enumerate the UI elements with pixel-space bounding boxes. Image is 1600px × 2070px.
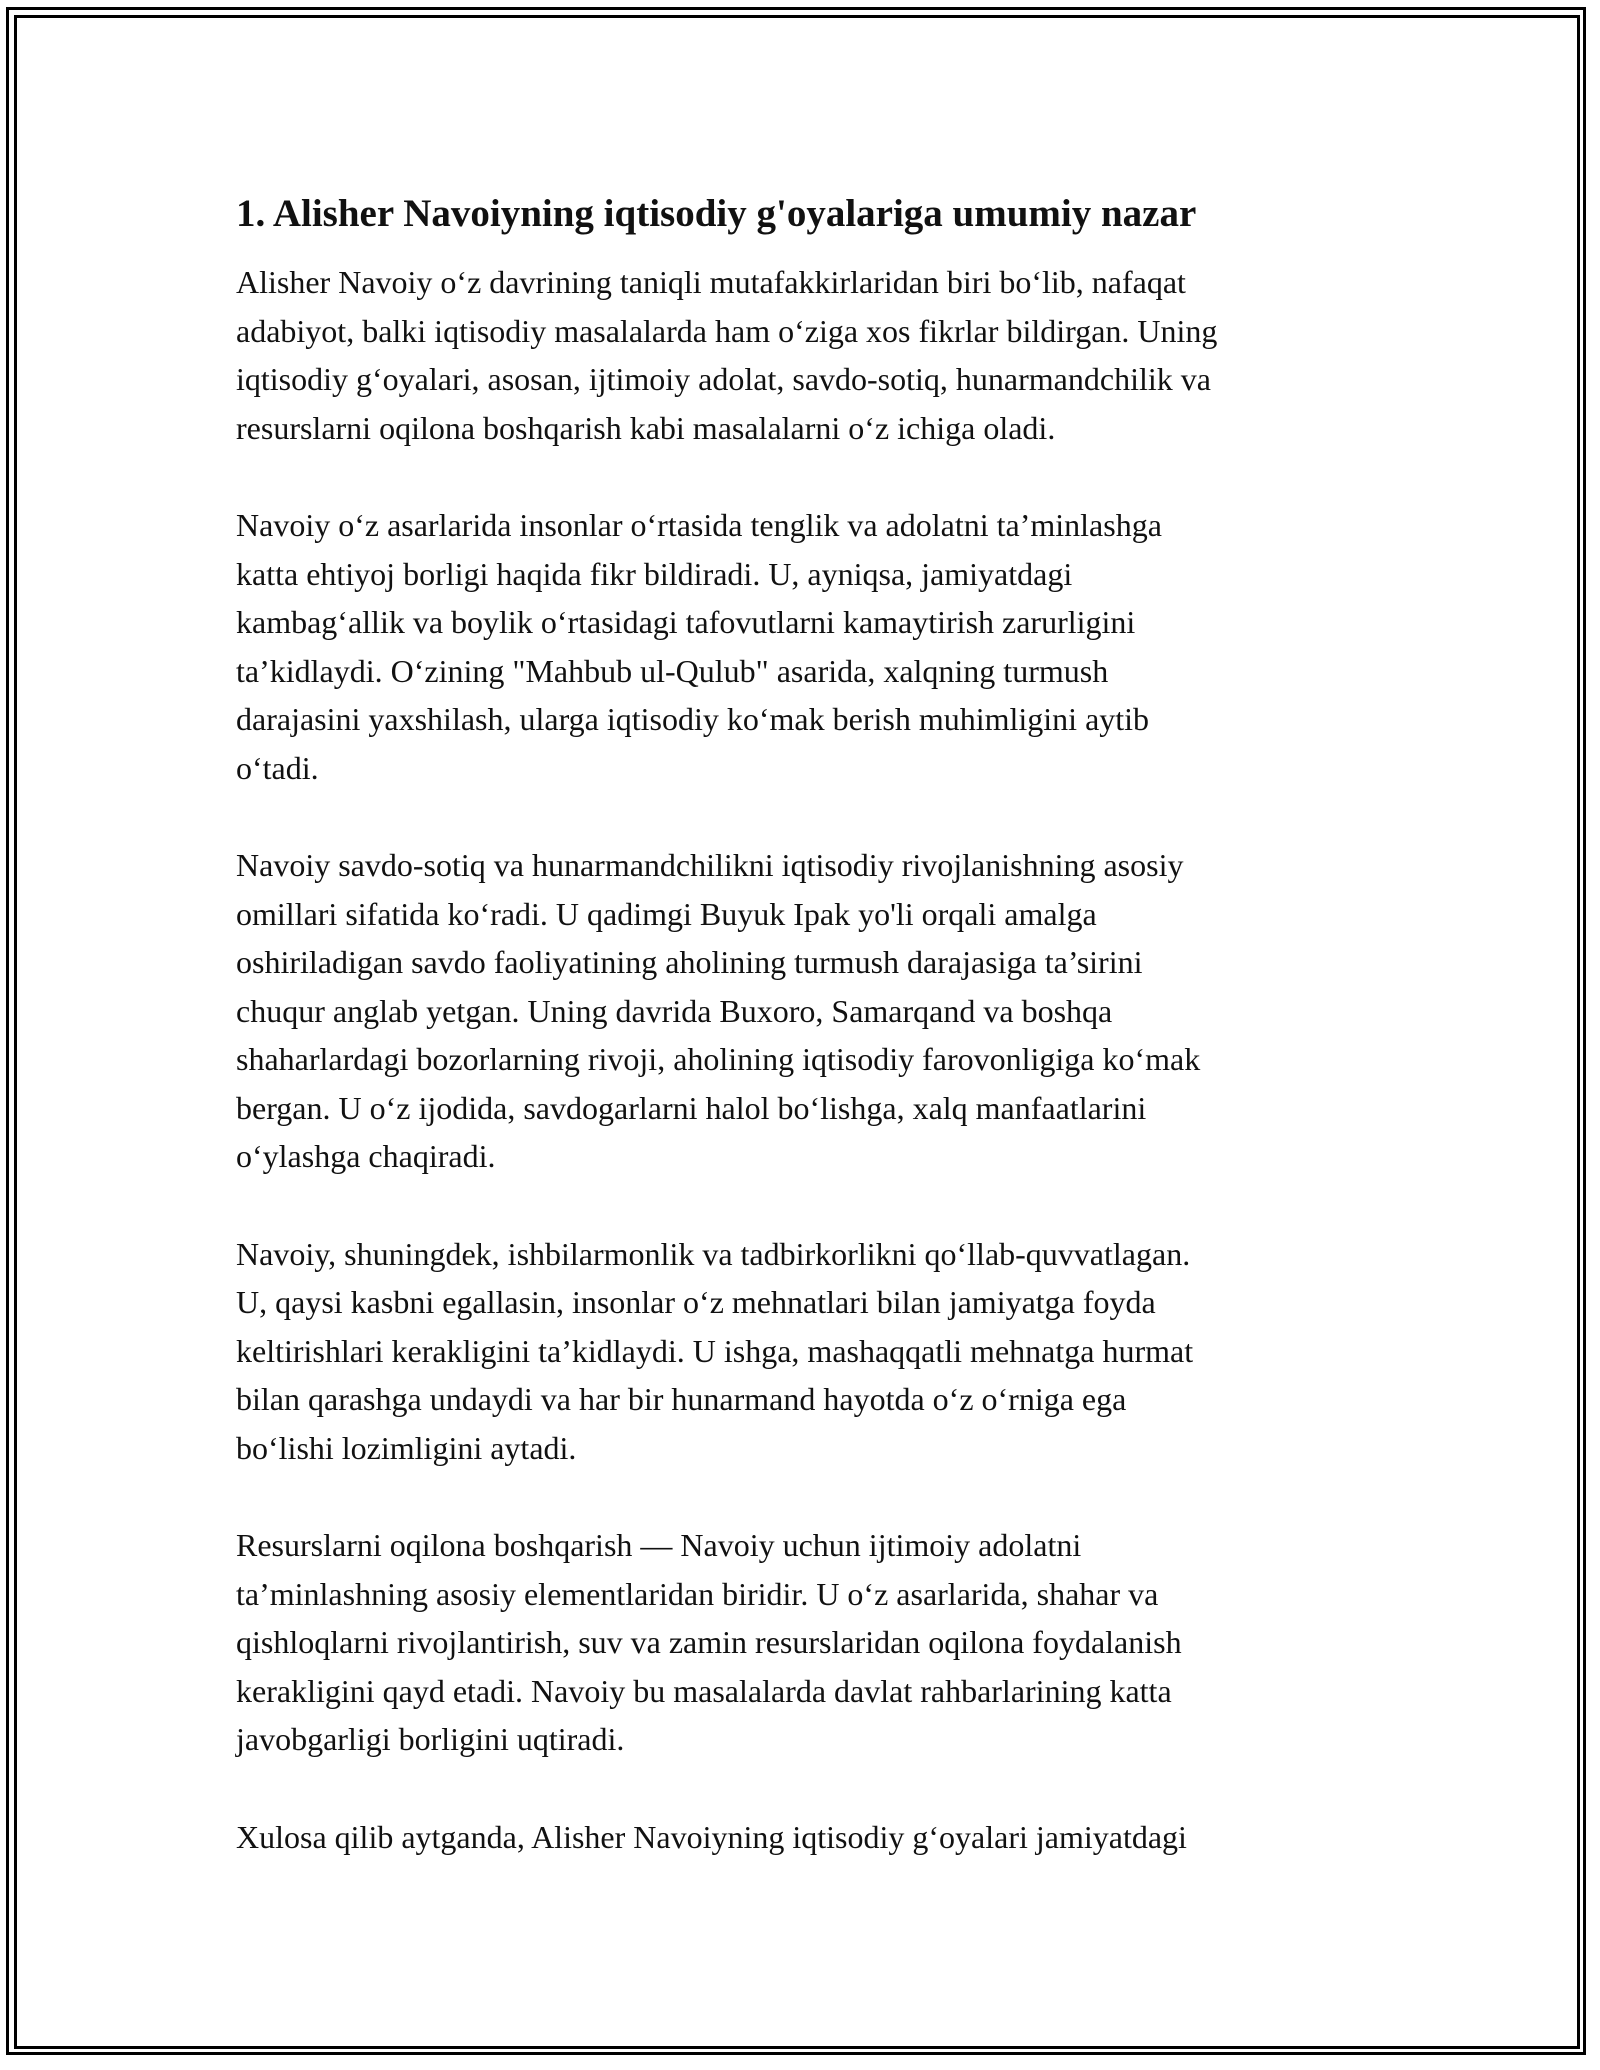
text-line: Xulosa qilib aytganda, Alisher Navoiyning iqtisodiy g‘oyalari jamiyatdagi <box>236 1818 1187 1855</box>
text-line: darajasini yaxshilash, ularga iqtisodiy ko‘mak berish muhimligini aytib <box>236 701 1150 737</box>
text-line: Resurslarni oqilona boshqarish — Navoiy uchun ijtimoiy adolatni <box>236 1527 1082 1563</box>
text-line: U, qaysi kasbni egallasin, insonlar o‘z mehnatlari bilan jamiyatga foyda <box>236 1284 1156 1320</box>
text-line: shaharlardagi bozorlarning rivoji, aholining iqtisodiy farovonligiga ko‘mak <box>236 1041 1201 1077</box>
paragraph-trade <box>236 841 1386 1181</box>
text-line: adabiyot, balki iqtisodiy masalalarda ham o‘ziga xos fikrlar bildirgan. Uning <box>236 312 1218 349</box>
text-line: resurslarni oqilona boshqarish kabi masalalarni o‘z ichiga oladi. <box>236 409 1056 446</box>
text-line: iqtisodiy g‘oyalari, asosan, ijtimoiy adolat, savdo-sotiq, hunarmandchilik va <box>236 361 1211 397</box>
text-line: Alisher Navoiy o‘z davrining taniqli mutafakkirlaridan biri bo‘lib, nafaqat <box>236 264 1186 300</box>
text-line: qishloqlarni rivojlantirish, suv va zamin resurslaridan oqilona foydalanish <box>236 1624 1182 1660</box>
text-line: javobgarligi borligini uqtiradi. <box>236 1721 625 1757</box>
text-line: Navoiy, shuningdek, ishbilarmonlik va tadbirkorlikni qo‘llab-quvvatlagan. <box>236 1235 1191 1272</box>
document-body <box>236 186 1386 1910</box>
text-line: omillari sifatida ko‘radi. U qadimgi Buyuk Ipak yo'li orqali amalga <box>236 895 1097 932</box>
paragraph-intro <box>236 258 1386 452</box>
text-line: Navoiy o‘z asarlarida insonlar o‘rtasida tenglik va adolatni ta’minlashga <box>236 507 1162 543</box>
paragraph-entrepreneurship <box>236 1230 1386 1473</box>
paragraph-conclusion <box>236 1813 1386 1862</box>
paragraph-resources <box>236 1521 1386 1764</box>
text-line: chuqur anglab yetgan. Uning davrida Buxoro, Samarqand va boshqa <box>236 992 1113 1029</box>
text-line: oshiriladigan savdo faoliyatining aholining turmush darajasiga ta’sirini <box>236 944 1143 980</box>
text-line: bergan. U o‘z ijodida, savdogarlarni halol bo‘lishga, xalq manfaatlarini <box>236 1089 1147 1126</box>
text-line: o‘tadi. <box>236 749 319 786</box>
text-line: keltirishlari kerakligini ta’kidlaydi. U ishga, mashaqqatli mehnatga hurmat <box>236 1332 1194 1369</box>
text-line: ta’minlashning asosiy elementlaridan biridir. U o‘z asarlarida, shahar va <box>236 1575 1159 1612</box>
text-line: ta’kidlaydi. O‘zining "Mahbub ul-Qulub" asarida, xalqning turmush <box>236 652 1109 689</box>
paragraph-justice <box>236 501 1386 792</box>
text-line: kambag‘allik va boylik o‘rtasidagi tafovutlarni kamaytirish zarurligini <box>236 604 1136 640</box>
text-line: bo‘lishi lozimligini aytadi. <box>236 1429 577 1466</box>
section-heading: 1. Alisher Navoiyning iqtisodiy g'oyalariga umumiy nazar <box>236 192 1197 235</box>
text-line: Navoiy savdo-sotiq va hunarmandchilikni iqtisodiy rivojlanishning asosiy <box>236 847 1184 883</box>
text-line: kerakligini qayd etadi. Navoiy bu masalalarda davlat rahbarlarining katta <box>236 1672 1172 1709</box>
text-line: o‘ylashga chaqiradi. <box>236 1138 496 1174</box>
text-line: bilan qarashga undaydi va har bir hunarmand hayotda o‘z o‘rniga ega <box>236 1381 1127 1417</box>
text-line: katta ehtiyoj borligi haqida fikr bildiradi. U, ayniqsa, jamiyatdagi <box>236 555 1073 592</box>
